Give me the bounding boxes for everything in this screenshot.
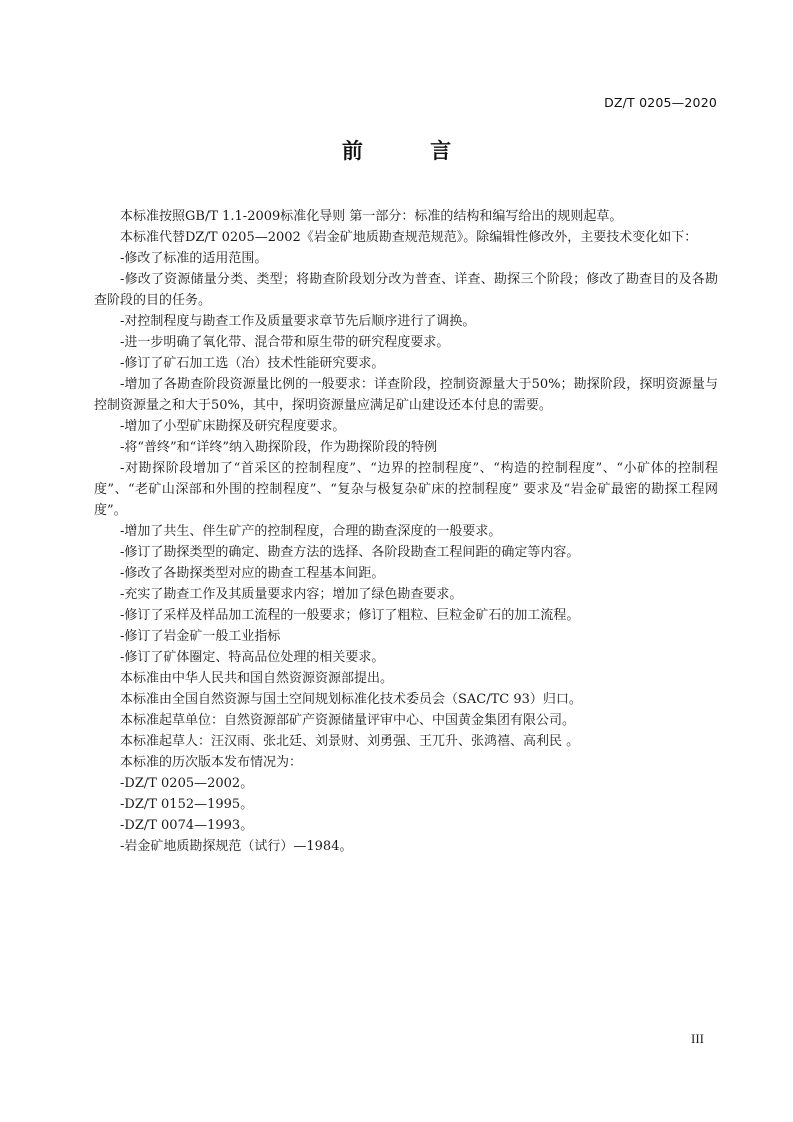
list-item: -修订了矿石加工选（冶）技术性能研究要求。 [120,356,385,371]
page-title: 前 言 [341,138,482,163]
list-item: -DZ/T 0074—1993。 [120,818,254,833]
list-item: -增加了各勘查阶段资源量比例的一般要求：详查阶段，控制资源量大于50%；勘探阶段，探明资源量与控制资源量之和大于50%，其中，探明资源量应满足矿山建设还本付息的需要。 [94,377,718,413]
list-item: -修订了岩金矿一般工业指标 [120,629,281,644]
list-item: -进一步明确了氧化带、混合带和原生带的研究程度要求。 [120,335,450,350]
standard-code: DZ/T 0205—2020 [604,95,717,110]
list-item: -增加了共生、伴生矿产的控制程度，合理的勘查深度的一般要求。 [120,524,502,539]
list-item: -对控制程度与勘查工作及质量要求章节先后顺序进行了调换。 [120,314,476,329]
paragraph: 本标准起草单位：自然资源部矿产资源储量评审中心、中国黄金集团有限公司。 [120,713,576,728]
paragraph: 本标准起草人：汪汉雨、张北廷、刘景财、刘勇强、王兀升、张鸿禧、高利民 。 [120,734,580,749]
paragraph: 本标准由全国自然资源与国土空间规划标准化技术委员会（SAC/TC 93）归口。 [120,692,582,707]
list-item: -将“普终”和“详终”纳入勘探阶段，作为勘探阶段的特例 [120,440,437,455]
list-item: -修订了采样及样品加工流程的一般要求；修订了粗粒、巨粒金矿石的加工流程。 [120,608,580,623]
list-item: -修改了资源储量分类、类型；将勘查阶段划分改为普查、详查、勘探三个阶段；修改了勘查目的及各勘查阶段的目的任务。 [94,272,718,308]
body-text [94,206,718,857]
list-item: -DZ/T 0152—1995。 [120,797,254,812]
paragraph: 本标准按照GB/T 1.1-2009标准化导则 第一部分：标准的结构和编写给出的规则起草。 [120,209,623,224]
list-item: -DZ/T 0205—2002。 [120,776,254,791]
page-number: III [691,1031,704,1046]
list-item: -增加了小型矿床勘探及研究程度要求。 [120,419,346,434]
list-item: -修订了勘探类型的确定、勘查方法的选择、各阶段勘查工程间距的确定等内容。 [120,545,580,560]
paragraph: 本标准的历次版本发布情况为： [120,755,303,770]
list-item: -修改了各勘探类型对应的勘查工程基本间距。 [120,566,385,581]
paragraph: 本标准由中华人民共和国自然资源资源部提出。 [120,671,394,686]
list-item: -修改了标准的适用范围。 [120,251,268,266]
list-item: -修订了矿体圈定、特高品位处理的相关要求。 [120,650,385,665]
list-item: -充实了勘查工作及其质量要求内容；增加了绿色勘查要求。 [120,587,463,602]
list-item: -对勘探阶段增加了“首采区的控制程度”、“边界的控制程度”、“构造的控制程度”、“小矿体的控制程度”、“老矿山深部和外围的控制程度”、“复杂与极复杂矿床的控制程度” 要求及“岩金矿最密的勘探工程网度”。 [94,461,718,518]
list-item: -岩金矿地质勘探规范（试行）—1984。 [120,839,353,854]
paragraph: 本标准代替DZ/T 0205—2002《岩金矿地质勘查规范规范》。除编辑性修改外，主要技术变化如下： [120,230,698,245]
